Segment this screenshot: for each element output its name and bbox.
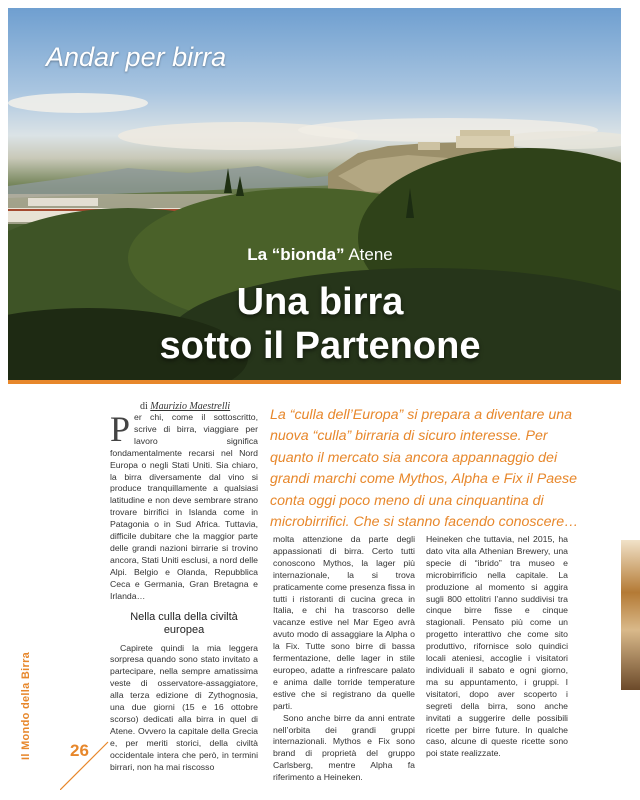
subhead: Nella culla della civiltà europea xyxy=(130,610,238,636)
kicker-light: Atene xyxy=(344,245,393,264)
col3-paragraph-1: Heineken che tuttavia, nel 2015, ha dato vita alla Athenian Brewery, una specie di “ibrido” tra museo e microbirrificio nella capitale. La produzione al momento si aggira sugli 800 ettolitri l’anno suddivisi tra cinque birre fisse e cinque stagionali. Pensato più come un progetto interattivo che come sito produttivo, rifornisce solo quindici locali ateniesi, accoglie i visitatori individuali il sabato e ogni giorno, ma su appuntamento, i gruppi. I visitatori, dopo aver scoperto i segreti della birra, sono anche invitati a suggerire delle possibili ricette per birre future. In qualche caso, alcune di queste ricette sono poi state realizzate. xyxy=(426,534,568,759)
col1-paragraph-1 xyxy=(110,409,258,603)
article-column-3 xyxy=(426,534,568,760)
magazine-side-label: Il Mondo della Birra xyxy=(20,651,32,760)
headline-line-2: sotto il Partenone xyxy=(159,325,481,367)
article-column-2 xyxy=(273,534,415,784)
lead-paragraph: La “culla dell’Europa” si prepara a diventare una nuova “culla” birraria di sicuro interesse. Per quanto il mercato sia ancora appannaggio dei grandi marchi come Mythos, Alpha e Fix il Paese conta oggi poco meno di una cinquantina di microbirrifici. Che si stanno facendo conoscere… xyxy=(270,407,579,531)
byline-prefix: di xyxy=(140,401,151,412)
page-number: 26 xyxy=(70,741,89,760)
byline-author: Maurizio Maestrelli xyxy=(150,401,231,412)
col2-paragraph-1: molta attenzione da parte degli appassionati di birra. Certo tutti conoscono Mythos, la lager più internazionale, la si trova praticamente come presenza fissa in tutti i ristoranti di cucina greca in Italia, e chi ha trascorso delle vacanze estive nel Mar Egeo avrà avuto modo di assaggiare la Alpha o la Fix. Tutte sono birre di bassa fermentazione, delle lager in stile europeo, adatte a rinfrescare palato e anima dalle torride temperature estive che si registrano da quelle parti. xyxy=(273,534,415,711)
col1-paragraph-1-text: er chi, come il sottoscritto, scrive di birra, viaggiare per lavoro significa fondamentalmente recarsi nel Nord Europa o negli Stati Uniti. Sia chiaro, la birra diversamente dal vino si produce tranquillamente a qualsiasi latitudine e non deve sembrare strano trovare birrifici in Islanda come in Patagonia o in Sud Africa. Tuttavia, difficile dubitare che la maggior parte delle grandi nazioni birrarie si trovino ancora, Stati Uniti esclusi, a nord delle Alpi. Belgio e Olanda, Repubblica Ceca e Germania, Gran Bretagna e Irlanda… xyxy=(110,412,258,601)
article-column-1 xyxy=(110,409,258,773)
hero-accent-rule xyxy=(8,380,621,384)
page-slash-decoration xyxy=(60,730,120,790)
headline-line-1: Una birra xyxy=(236,281,404,323)
col2-paragraph-2: Sono anche birre da anni entrate nell’orbita dei grandi gruppi internazionali. Mythos e Fix sono brand di proprietà del gruppo Carlsberg, mentre Alpha fa riferimento a Heineken. xyxy=(273,712,415,783)
kicker-bold: La “bionda” xyxy=(247,245,345,264)
drop-cap: P xyxy=(110,409,131,449)
headline xyxy=(0,280,640,368)
section-title: Andar per birra xyxy=(46,42,227,72)
col1-paragraph-2: Capirete quindi la mia leggera sorpresa quando sono stato invitato a partecipare, nella sempre amatissima veste di osservatore-assaggiatore, alla terza edizione di Zythognosia, una due giorni (15 e 16 ottobre scorso) dedicati alla birra in quel di Atene. Ovvero la capitale della Grecia e, per meriti storici, della civiltà occidentale intera che però, in termini birrari, non ha mai riscosso xyxy=(110,642,258,772)
next-page-thumbnail xyxy=(621,540,640,690)
byline xyxy=(140,401,230,412)
kicker xyxy=(0,245,640,265)
